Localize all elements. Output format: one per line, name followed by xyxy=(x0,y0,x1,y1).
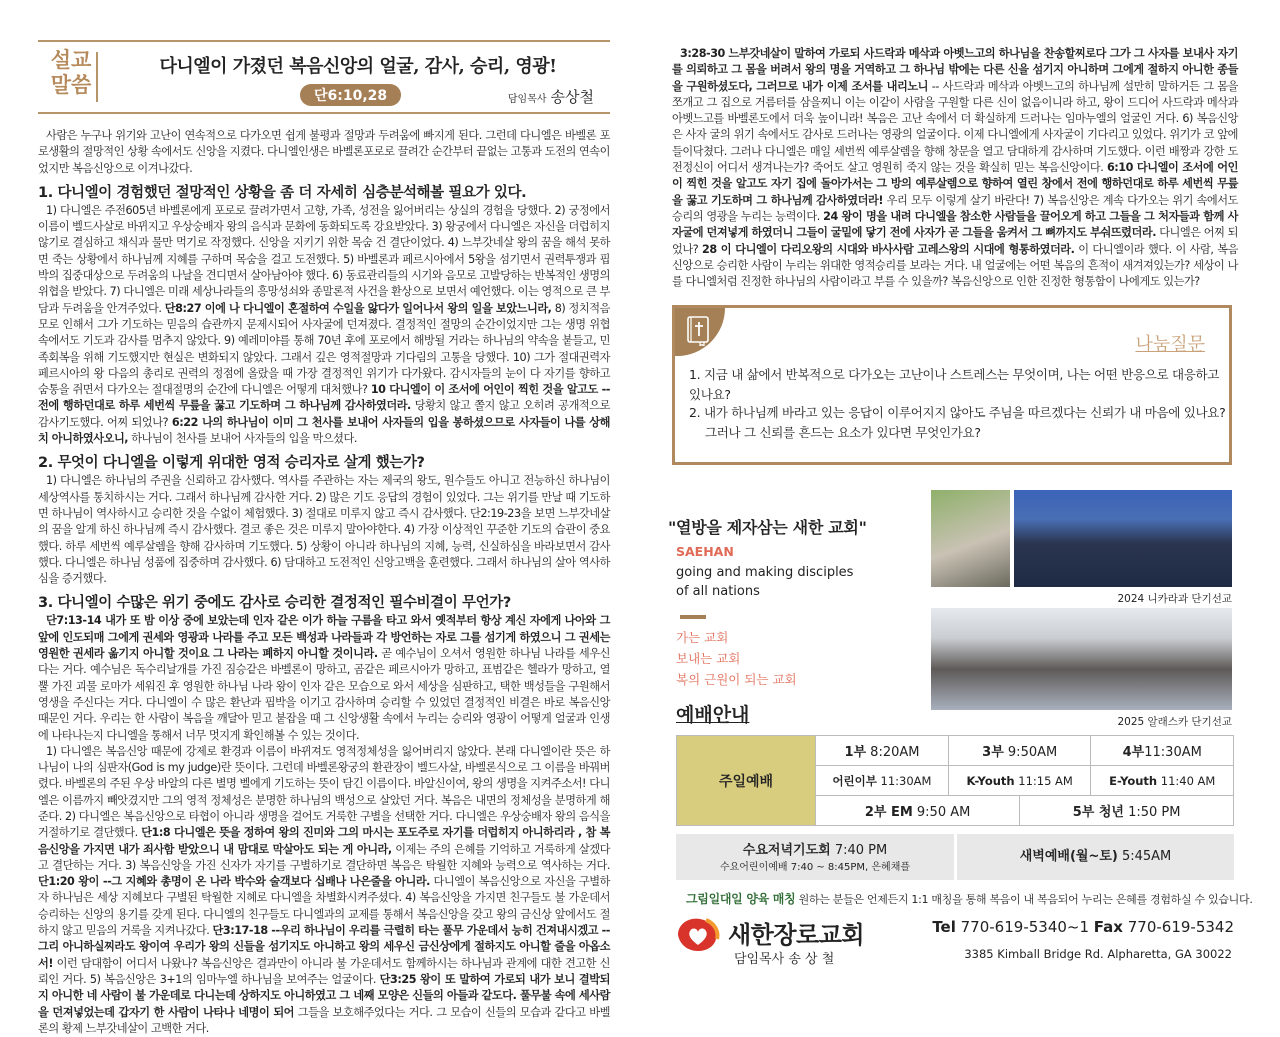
scripture-quote: 6:10 다니엘이 조서에 어인이 찍힌 것을 알고도 자기 집에 돌아가서는 그 방의 예루살렘으로 향하여 열린 창에서 전에 행하던대로 하루 세번씩 무릎을 꿇고 기도하며 그 하나님께 감사하였더라! xyxy=(672,161,1238,207)
sunday-worship-label: 주일예배 xyxy=(677,736,816,826)
sermon-title: 다니엘이 가졌던 복음신앙의 얼굴, 감사, 승리, 영광! xyxy=(159,56,557,77)
value-item: 복의 근원이 되는 교회 xyxy=(676,672,797,687)
mission-line: going and making disciples xyxy=(676,565,854,580)
section-heading: 1. 다니엘이 경험했던 절망적인 상황을 좀 더 자세히 심층분석해볼 필요가 있다. xyxy=(38,184,527,201)
scripture-quote: 단1:8 다니엘은 뜻을 정하여 왕의 진미와 그의 마시는 포도주로 자기를 더럽히지 아니하리라 , 참 복음신앙을 가지면 내가 죄사함 받았으니 내 맘대로 막살아도 되는 게 아니라, xyxy=(38,826,610,856)
divider xyxy=(96,52,98,102)
pastor-role: 담임목사 xyxy=(507,94,547,105)
scripture-quote: 단8:27 이에 나 다니엘이 혼절하여 수일을 앓다가 일어나서 왕의 일을 보았느니라, xyxy=(164,301,552,315)
tel-label: Tel xyxy=(932,918,956,936)
scripture-quote: 28 이 다니엘이 다리오왕의 시대와 바사사람 고레스왕의 시대에 형통하였더라. xyxy=(701,242,1075,256)
service-name: 수요저녁기도회 xyxy=(742,843,831,858)
sermon-paragraph xyxy=(38,203,610,447)
discipleship-notice xyxy=(686,890,1253,907)
paragraph-text: 1) 다니엘은 복음신앙 때문에 강제로 환경과 이름이 바뀌져도 영적정체성을 잃어버리지 않았다. 본래 다니엘이란 뜻은 하나님이 나의 심판자(God is my judge)란 뜻이다. 그런데 바벨론왕궁의 환관장이 벨드사살, 바벨론식으로 그 이름을 바꿔버렸다. 바벨론의 주된 우상 바알의 다른 별명 벨에게 기도하는 뜻이 담긴 이름이다. 바알신이여, 왕의 생명을 지켜주소서! 다니엘은 이름까지 빼앗겼지만 그의 영적 정체성은 분명한 하나님의 백성으로 살았던 거다. 복음은 내면의 정체성을 분명하게 해준다. 2) 다니엘은 복음신앙으로 타협이 아니라 생명을 걸어도 거룩한 구별을 선택한 거다. 다니엘은 우상숭배자 왕의 음식을 거절하기로 결단했다. xyxy=(38,744,610,840)
scripture-quote: 3:28-30 느부갓네살이 말하여 가로되 사드락과 메삭과 아벳느고의 하나님을 찬송할찌로다 그가 그 사자를 보내사 자기를 의뢰하고 그 몸을 버려서 왕의 명을 거역하고 그 하나님 밖에는 다른 신을 섬기지 아니하며 그에게 절하지 아니한 종들을 구원하셨도다, 그러므로 내가 이제 조서를 내리노니 xyxy=(672,47,1238,93)
church-motto xyxy=(668,515,918,690)
pastor-name: 송상철 xyxy=(550,88,594,106)
church-values xyxy=(676,627,918,690)
church-short-name: SAEHAN xyxy=(676,544,734,559)
sharing-title: 나눔질문 xyxy=(1135,334,1205,355)
paragraph-text: 하나님이 천사를 보내어 사자들의 입을 막으셨다. xyxy=(128,432,357,446)
pastor-credit xyxy=(508,86,594,107)
sermon-paragraph xyxy=(38,473,610,587)
paragraph-text: 곧 예수님이 오셔서 영원한 하나님 나라를 세우신다는 거다. 예수님은 독수리날개를 가진 짐승같은 바벨론이 망하고, 곰같은 페르시아가 망하고, 표범같은 헬라가 망하고, 열뿔 가진 괴물 로마가 세워진 후 영원한 하나님 나라 왕이 인자 같은 모습으로 와서 세상을 심판하고, 택한 백성들을 구원해서 영생을 주신다는 거다. 다니엘이 수 많은 환난과 핍박을 이기고 감사하며 승리할 수 있었던 결정적인 비결은 바로 복음신앙 때문인 거다. 우리는 한 사람이 복음을 깨달아 믿고 붙잡을 때 그 신앙생활 속에서 누리는 승리와 영광이 어떻게 얼굴과 인생에 나타나는지 다니엘을 통해서 너무 멋지게 확인해볼 수 있는 것이다. xyxy=(38,647,611,742)
phone-number: 770-619-5340~1 xyxy=(955,918,1094,936)
sermon-paragraph xyxy=(38,613,610,743)
scripture-quote: 단1:20 왕이 --그 지혜와 총명이 온 나라 박수와 술객보다 십배나 나은줄을 아니라. xyxy=(38,875,430,889)
paragraph-text: 그들을 보호해주었다는 거다. 그 모습이 신들의 모습과 같다고 바벨론의 황제 느부갓네살이 고백한 거다. xyxy=(38,1005,610,1035)
heart-hands-logo-icon xyxy=(676,917,720,953)
paragraph-text: 다니엘이 복음신앙으로 자신을 구별하자 하나님은 세상 지혜보다 구별된 탁월한 지혜로 다니엘을 차별화시켜주셨다. 4) 복음신앙을 가지면 친구들도 불 가운데서 승리하는 신앙의 용기를 갖게 된다. 다니엘의 친구들도 다니엘과의 교제를 통해서 복음신앙을 갖고 왕의 금신상 앞에서도 절하지 않고 믿음의 거룩을 지켜나갔다. xyxy=(38,875,610,938)
mission-statement xyxy=(676,563,918,601)
dawn-service xyxy=(957,834,1234,880)
service-cell: 2부 EM 9:50 AM xyxy=(816,796,1020,826)
section-heading: 2. 무엇이 다니엘을 이렇게 위대한 영적 승리자로 살게 했는가? xyxy=(38,455,425,472)
scripture-quote: 6:22 나의 하나님이 이미 그 천사를 보내어 사자들의 입을 봉하셨으므로 사자들이 나를 상해치 아니하였사오니, xyxy=(38,415,610,446)
question-1: 1. 지금 내 삶에서 반복적으로 다가오는 고난이나 스트레스는 무엇이며, 나는 어떤 반응으로 대응하고 있나요? xyxy=(689,367,1220,402)
bible-icon xyxy=(685,316,711,346)
mission-line: of all nations xyxy=(676,584,760,599)
scripture-quote: 단3:25 왕이 또 말하여 가로되 내가 보니 결박되지 아니한 네 사람이 불 가운데로 다니는데 상하지도 아니하였고 그 네째 모양은 신들의 아들과 같도다. 풀무불 속에 세사람을 던져넣었는데 갑자기 한 사람이 나타나 네명이 되어 xyxy=(38,972,611,1019)
sermon-right-column xyxy=(672,46,1238,290)
service-time: 5:45AM xyxy=(1117,849,1172,864)
scripture-badge: 단6:10,28 xyxy=(300,84,401,106)
worship-schedule-table xyxy=(676,735,1234,826)
service-cell: 3부 9:50AM xyxy=(948,736,1091,766)
photo-caption: 2025 알래스카 단기선교 xyxy=(1117,716,1232,728)
mission-photo-nicaragua-2 xyxy=(1014,490,1232,587)
church-name: 새한장로교회 xyxy=(728,921,865,949)
section-label xyxy=(46,48,96,98)
question-2: 2. 내가 하나님께 바라고 있는 응답이 이루어지지 않아도 주님을 따르겠다는 신뢰가 내 마음에 있나요? xyxy=(689,405,1226,420)
mission-photo-nicaragua-1 xyxy=(931,490,1010,587)
pastor-credit: 담임목사 송 상 철 xyxy=(734,952,835,967)
sermon-header xyxy=(38,40,610,114)
service-time: 7:40 PM xyxy=(830,843,888,858)
contact-info xyxy=(932,918,1234,936)
paragraph-text: 8) 정치적음모로 인해서 그가 기도하는 믿음의 습관까지 문제시되어 사자굴에 던져졌다. 결정적인 절망의 순간이었지만 그는 생명 위협 속에서도 기도과 감사를 멈추지 않았다. 9) 예레미야를 통해 70년 후에 포로에서 해방될 거라는 하나님의 약속을 붙들고, 민족회복을 위해 기도했지만 현실은 변화되지 않았다. 그래서 깊은 영적절망과 기다림의 고통을 당했다. 10) 그가 절대권력자 페르시아의 왕 다음의 총리로 권력의 정점에 올랐을 때 가장 결정적인 위기가 다가왔다. 감시자들의 눈이 다 자기를 향하고 숨통을 쥐면서 다가오는 절대절명의 순간에 다니엘은 어떻게 대처했나? xyxy=(38,301,610,397)
fax-number: 770-619-5342 xyxy=(1122,918,1234,936)
paragraph-text: 이제는 주의 은혜를 기억하고 거룩하게 살겠다고 결단하는 거다. 3) 복음신앙을 가진 신자가 자기를 구별하기로 결단하면 복음은 탁월한 지혜와 능력으로 역사하는 거다. xyxy=(38,842,610,872)
paragraph-text: -- 사드락과 메삭과 아벳느고의 하나님께 설만히 말하거든 그 몸을 쪼개고 그 집으로 거름터를 삼을찌니 이는 이같이 사람을 구원할 다른 신이 없음이니라 하고, 왕이 드디어 사드락과 메삭과 아벳느고를 바벨론도에서 더욱 높이니라! 복음은 고난 속에서 더 확실하게 드러나는 임마누엘의 얼굴인 거다. 6) 복음신앙은 사자 굴의 위기 속에서도 감사로 드러나는 영광의 얼굴이다. 이제 다니엘에게 사자굴이 기다리고 있었다. 위기가 코 앞에 들이닥쳤다. 그러나 다니엘은 매일 세번씩 예루살렘을 향해 창문을 열고 담대하게 감사하며 기도했다. 이런 배짱과 강한 도전정신이 어디서 생겨나는가? 죽어도 살고 영원히 죽지 않는 것을 확실히 믿는 복음신앙이다. xyxy=(672,79,1238,175)
slogan: "열방을 제자삼는 새한 교회" xyxy=(668,518,867,537)
paragraph-text: 당황치 않고 쫄지 않고 오히려 공개적으로 감사기도했다. 어찌 되었나? xyxy=(38,399,611,429)
sermon-left-column xyxy=(38,40,610,1037)
scripture-quote: 단7:13-14 내가 또 밤 이상 중에 보았는데 인자 같은 이가 하늘 구름을 타고 와서 옛적부터 항상 계신 자에게 나아와 그앞에 인도되매 그에게 권세와 영광과 나라를 주고 모든 백성과 나라들과 각 방언하는 자로 그를 섬기게 하였으니 그 권세는 영원한 권세라 옮기지 아니할 것이요 그 나라는 폐하지 아니할 것이니라. xyxy=(38,614,610,661)
wednesday-service xyxy=(676,834,954,880)
service-subtitle: 수요어린이예배 7:40 ~ 8:45PM, 은혜채플 xyxy=(719,862,911,873)
service-cell: 4부11:30AM xyxy=(1091,736,1234,766)
photo-caption: 2024 니카라과 단기선교 xyxy=(1117,593,1232,605)
scripture-quote: 단3:17-18 --우리 하나님이 우리를 극렬히 타는 풀무 가운데서 능히 건져내시겠고 --그리 아니하실찌라도 왕이여 우리가 왕의 신들을 섬기지도 아니하고 왕의 세우신 금신상에게 절하지도 아니할 줄을 아옵소서! xyxy=(38,924,611,970)
sermon-body xyxy=(38,128,610,1037)
service-cell: 1부 8:20AM xyxy=(816,736,949,766)
sermon-paragraph xyxy=(38,128,610,177)
fax-label: Fax xyxy=(1093,918,1123,936)
paragraph-text: 우리 모두 이렇게 살기 바란다! 7) 복음신앙은 계속 다가오는 위기 속에서도 승리의 영광을 누리는 능력이다. xyxy=(672,193,1238,223)
paragraph-text: 이 다니엘이라 했다. 이 사람, 복음신앙으로 승리한 사람이 누리는 위대한 영적승리를 보라는 거다. 내 얼굴에는 어떤 복음의 흔적이 새겨져있는가? 세상이 나를 다니엘처럼 진정한 하나님의 사람이라고 부를 수 있을까? 복음신앙으로 인한 진정한 형통함이 나에게도 있는가? xyxy=(672,242,1238,289)
paragraph-text: 1) 다니엘은 하나님의 주권을 신뢰하고 감사했다. 역사를 주관하는 자는 제국의 왕도, 원수들도 아니고 전능하신 하나님이 세상역사를 통치하시는 거다. 그래서 하나님께 감사한 거다. 2) 많은 기도 응답의 경험이 있었다. 그는 위기를 만날 때 기도하면 하나님이 역사하시고 승리한 것을 수없이 체험했다. 3) 절대로 미루지 않고 즉시 감사했다. 단2:19-23을 보면 느부갓네살의 꿈을 알게 하신 하나님께 즉시 감사했다. 결코 좋은 것은 미루지 말아야한다. 4) 가장 이상적인 꾸준한 기도의 습관이 중요했다. 하루 세번씩 예루살렘을 향해 감사하며 기도했다. 5) 상황이 아니라 하나님의 지혜, 능력, 신실하심을 바라보면서 감사했다. 다니엘은 하나님 성품에 집중하며 감사했다. 6) 담대하고 도전적인 신앙고백을 훈련했다. 그래서 하나님의 살아 역사하심을 증거했다. xyxy=(38,474,610,586)
value-item: 보내는 교회 xyxy=(676,651,741,666)
church-address: 3385 Kimball Bridge Rd. Alpharetta, GA 30022 xyxy=(964,947,1232,961)
service-cell: K-Youth 11:15 AM xyxy=(948,766,1091,796)
notice-text: 원하는 분들은 언제든지 1:1 매칭을 통해 복음이 내 복음되어 누리는 은혜를 경험하실 수 있습니다. xyxy=(795,893,1253,906)
service-cell: 5부 청년 1:50 PM xyxy=(1020,796,1234,826)
scripture-quote: 24 왕이 명을 내려 다니엘을 참소한 사람들을 끌어오게 하고 그들을 그 처자들과 함께 사자굴에 던져넣게 하였더니 그들이 굴밑에 닿기 전에 사자가 곧 그들을 움켜서 그 뼈까지도 부숴뜨렸더라. xyxy=(672,209,1238,240)
divider xyxy=(680,615,706,619)
label-line: 말씀 xyxy=(50,73,92,97)
scripture-quote: 10 다니엘이 이 조서에 어인이 찍힌 것을 알고도 -- 전에 행하던대로 하루 세번씩 무릎을 꿇고 기도하며 그 하나님께 감사하였더라. xyxy=(38,383,610,413)
question-2-continued: 그러나 그 신뢰를 흔드는 요소가 있다면 무엇인가요? xyxy=(705,425,981,440)
sermon-paragraph xyxy=(672,46,1238,290)
service-cell: 어린이부 11:30AM xyxy=(816,766,949,796)
sharing-questions-box xyxy=(672,305,1232,465)
sermon-paragraph xyxy=(38,744,610,1037)
paragraph-text: 1) 다니엘은 주전605년 바벨론에게 포로로 끌려가면서 고향, 가족, 성전을 잃어버리는 상실의 경험을 당했다. 2) 궁정에서 이름이 벨드사살로 바뀌지고 우상숭배자 왕의 음식과 문화에 동화되도록 강요받았다. 3) 왕궁에서 다니엘은 자신을 더럽히지 않기로 결심하고 채식과 물만 먹기로 작정했다. 신앙을 지키기 위한 목숨 건 결단이었다. 4) 느부갓네살 왕의 꿈을 해석 못하면 죽는 상황에서 하나님께 지혜를 구하며 목숨을 걸고 도전했다. 5) 바벨론과 페르시아에서 5왕을 섬기면서 권력투쟁과 핍박의 집중대상으로 두려움의 나날을 견디면서 살아남아야 했다. 6) 동료관리들의 시기와 음모로 고발당하는 반복적인 생명의 위협을 받았다. 7) 다니엘은 미래 세상나라들의 흥망성쇠와 종말론적 사건을 환상으로 보면서 예언했다. 이는 영적으로 큰 부담과 두려움을 안겨주었다. xyxy=(38,203,610,315)
sermon-body-continued xyxy=(672,46,1238,290)
corner-badge xyxy=(675,308,725,356)
worship-info-title: 예배안내 xyxy=(676,704,750,726)
paragraph-text: 이런 담대함이 어디서 나왔나? 복음신앙은 결과만이 아니라 불 가운데서도 함께하시는 하나님과 관계에 대한 견고한 신뢰인 거다. 5) 복음신앙은 3+1의 임마누엘 하나님을 보여주는 얼굴이다. xyxy=(38,956,610,986)
paragraph-text: 사람은 누구나 위기와 고난이 연속적으로 다가오면 쉽게 불평과 절망과 두려움에 빠지게 된다. 그런데 다니엘은 바벨론 포로생활의 절망적인 상황 속에서도 신앙을 지켰다. 다니엘인생은 바벨론포로로 끌려간 순간부터 끝없는 고통과 도전의 연속이었지만 복음신앙으로 이겨나갔다. xyxy=(38,129,610,175)
label-line: 설교 xyxy=(50,48,92,72)
service-cell: E-Youth 11:40 AM xyxy=(1091,766,1234,796)
paragraph-text: 다니엘은 어찌 되었나? xyxy=(672,226,1238,256)
value-item: 가는 교회 xyxy=(676,630,729,645)
section-heading: 3. 다니엘이 수많은 위기 중에도 감사로 승리한 결정적인 필수비결이 무언가? xyxy=(38,595,511,612)
service-name: 새벽예배(월~토) xyxy=(1019,849,1118,864)
notice-title: 그림일대일 양육 매칭 xyxy=(686,892,796,906)
mission-photo-alaska xyxy=(931,608,1232,710)
